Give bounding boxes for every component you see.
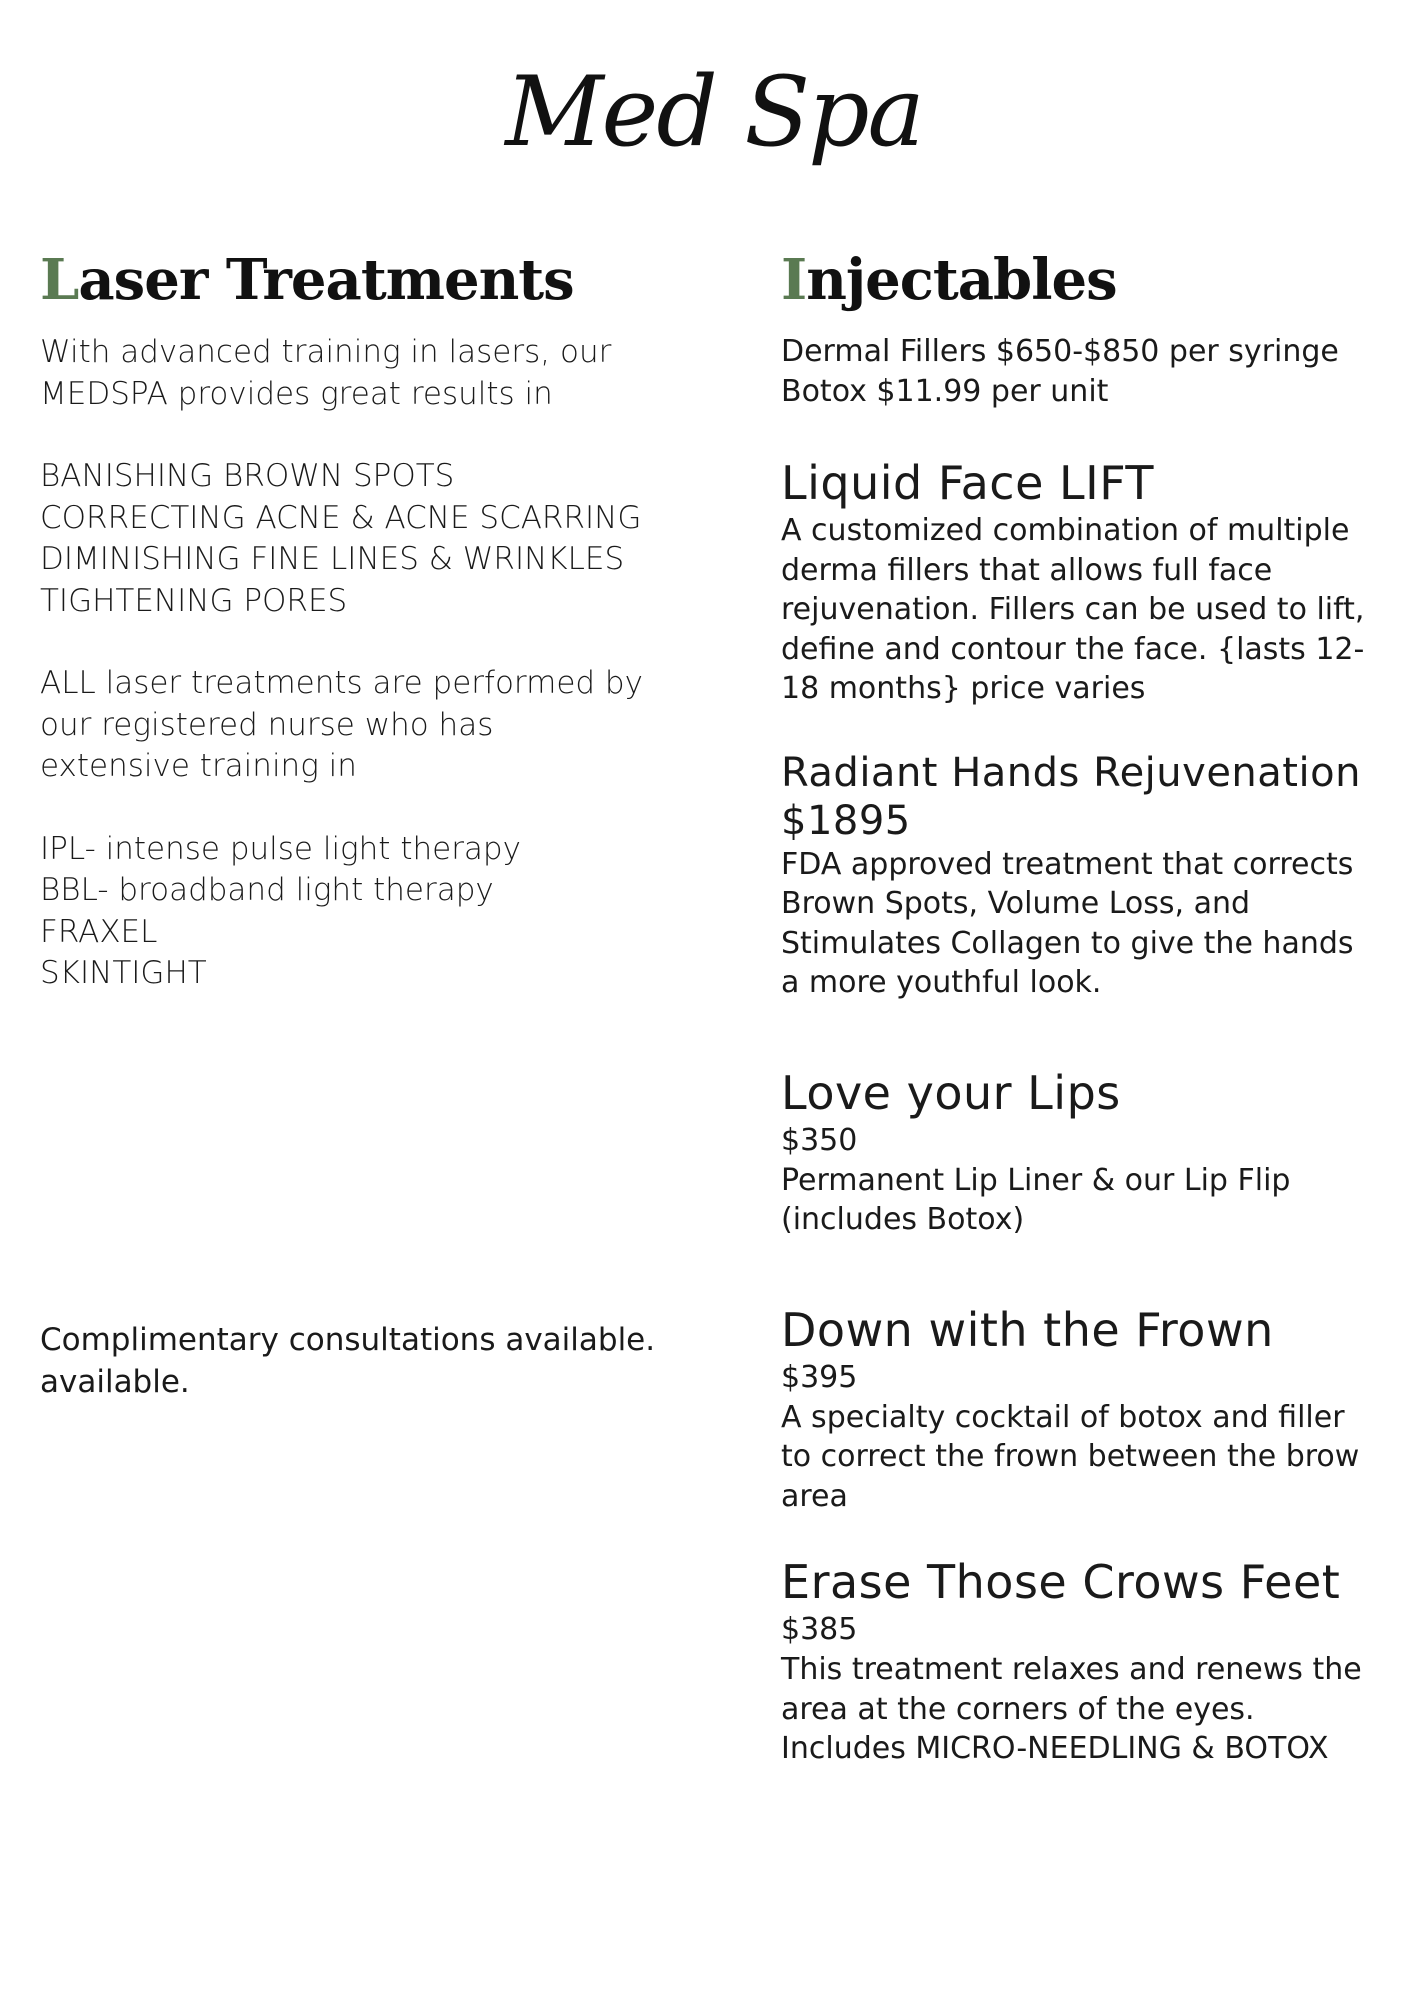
menu-item-radiant-hands	[781, 749, 1401, 1003]
item-title: Liquid Face LIFT	[781, 456, 1154, 510]
menu-item-liquid-face-lift	[781, 455, 1401, 709]
laser-treatments-heading	[40, 240, 730, 320]
injectables-intro: Dermal Fillers $650-$850 per syringe Botox $11.99 per unit	[781, 334, 1339, 409]
item-description: FDA approved treatment that corrects Brown Spots, Volume Loss, and Stimulates Collagen to give the hands a more youthful look.	[781, 846, 1354, 1000]
item-title: Love your Lips	[781, 1065, 1121, 1120]
item-price: $395	[781, 1359, 858, 1395]
menu-item-erase-crows-feet	[781, 1554, 1401, 1769]
laser-therapies-list: IPL- intense pulse light therapy BBL- broadband light therapy FRAXEL SKINTIGHT	[40, 830, 521, 991]
laser-performed-by: ALL laser treatments are performed by our registered nurse who has extensive training in	[40, 665, 643, 784]
injectables-heading-initial: I	[781, 247, 807, 313]
item-description: This treatment relaxes and renews the area at the corners of the eyes. Includes MICRO-NEEDLING & BOTOX	[781, 1652, 1362, 1766]
item-price: $350	[781, 1122, 858, 1158]
item-title: Radiant Hands Rejuvenation $1895	[781, 749, 1361, 844]
injectables-heading	[781, 240, 1401, 320]
laser-results-list: BANISHING BROWN SPOTS CORRECTING ACNE & ACNE SCARRING DIMINISHING FINE LINES & WRINKLES TIGHTENING PORES	[40, 458, 642, 619]
injectables-heading-rest: njectables	[806, 247, 1117, 313]
laser-treatments-column	[40, 240, 730, 995]
laser-intro: With advanced training in lasers, our MEDSPA provides great results in	[40, 334, 612, 412]
item-title: Erase Those Crows Feet	[781, 1555, 1341, 1609]
item-description: A specialty cocktail of botox and filler to correct the frown between the brow area	[781, 1399, 1360, 1514]
item-description: Permanent Lip Liner & our Lip Flip (includes Botox)	[781, 1162, 1291, 1237]
injectables-column	[781, 240, 1401, 1769]
menu-item-love-your-lips	[781, 1065, 1401, 1240]
item-title: Down with the Frown	[781, 1302, 1274, 1357]
laser-heading-initial: L	[40, 247, 79, 313]
item-description: A customized combination of multiple derma fillers that allows full face rejuvenation. Fillers can be used to lift, define and contour the face. {lasts 12- 18 months} price varies	[781, 513, 1365, 706]
complimentary-consultation-note: Complimentary consultations available. available.	[40, 1322, 656, 1400]
item-price: $385	[781, 1612, 858, 1647]
menu-item-down-with-the-frown	[781, 1302, 1401, 1517]
laser-heading-rest: aser Treatments	[78, 247, 574, 313]
med-spa-logo: Med Spa	[505, 56, 923, 168]
